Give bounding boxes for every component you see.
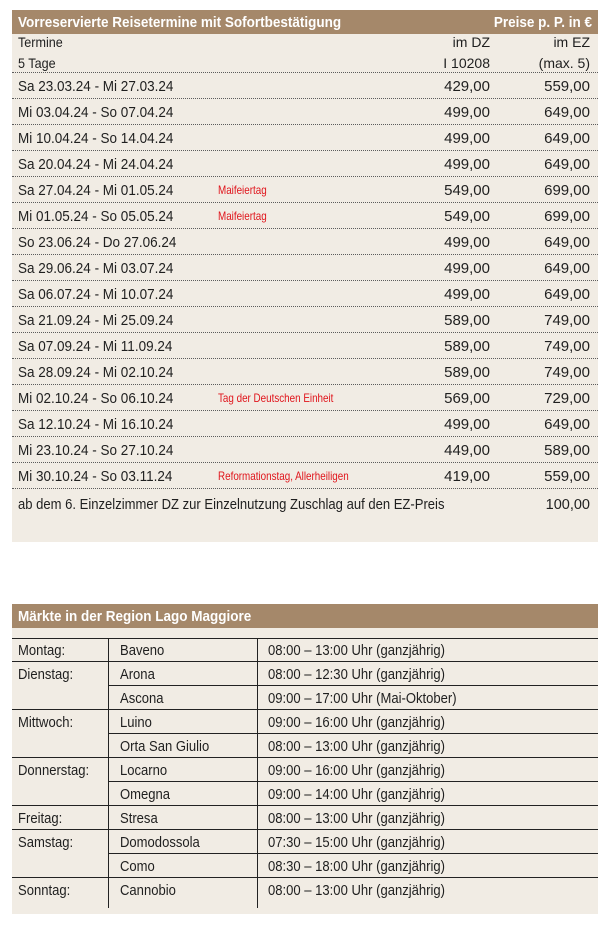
market-town: Como [120,859,155,875]
market-town: Luino [120,715,152,731]
row-price-ez: 649,00 [544,286,590,303]
row-price-dz: 499,00 [444,104,490,121]
price-row [12,229,598,255]
header-dz-code: I 10208 [443,55,490,71]
row-price-ez: 649,00 [544,234,590,251]
market-time: 08:00 – 13:00 Uhr (ganzjährig) [268,643,446,659]
market-time: 09:00 – 17:00 Uhr (Mai-Oktober) [268,691,457,707]
row-holiday-note: Tag der Deutschen Einheit [218,391,334,405]
markets-title-bar [12,604,598,628]
price-row [12,255,598,281]
market-time: 09:00 – 16:00 Uhr (ganzjährig) [268,715,446,731]
row-price-ez: 559,00 [544,78,590,95]
row-date: Mi 30.10.24 - So 03.11.24 [18,468,173,485]
row-price-ez: 649,00 [544,130,590,147]
row-price-ez: 729,00 [544,390,590,407]
market-day: Dienstag: [18,667,74,683]
row-date: Sa 29.06.24 - Mi 03.07.24 [18,260,174,277]
price-row [12,307,598,333]
price-footer [12,489,598,518]
price-row [12,73,598,99]
price-row [12,177,598,203]
footer-value: 100,00 [545,497,590,513]
market-row [12,710,598,734]
row-price-dz: 589,00 [444,364,490,381]
row-price-dz: 499,00 [444,286,490,303]
price-row [12,151,598,177]
price-row [12,437,598,463]
row-date: Mi 23.10.24 - So 27.10.24 [18,442,174,459]
price-row [12,99,598,125]
markets-divider-2 [257,638,258,908]
market-row [12,758,598,782]
market-town: Ascona [120,691,164,707]
row-price-dz: 569,00 [444,390,490,407]
row-price-dz: 499,00 [444,130,490,147]
row-price-ez: 749,00 [544,338,590,355]
row-price-ez: 649,00 [544,156,590,173]
row-price-ez: 699,00 [544,208,590,225]
market-row [12,878,598,902]
price-header-row-1 [12,34,598,51]
market-time: 09:00 – 14:00 Uhr (ganzjährig) [268,787,446,803]
price-row [12,203,598,229]
price-row [12,359,598,385]
market-day: Samstag: [18,835,74,851]
market-time: 08:30 – 18:00 Uhr (ganzjährig) [268,859,446,875]
market-town: Domodossola [120,835,200,851]
market-town: Cannobio [120,883,176,899]
row-date: Mi 01.05.24 - So 05.05.24 [18,208,174,225]
row-price-ez: 699,00 [544,182,590,199]
markets-divider-1 [108,638,109,908]
market-day: Montag: [18,643,66,659]
market-time: 08:00 – 12:30 Uhr (ganzjährig) [268,667,446,683]
price-note: Preise p. P. in € [493,13,592,31]
row-price-dz: 499,00 [444,416,490,433]
row-holiday-note: Maifeiertag [218,209,267,223]
header-ez-max: (max. 5) [538,55,590,71]
market-row [12,734,598,758]
markets-title: Märkte in der Region Lago Maggiore [18,607,252,625]
header-termine: Termine [18,34,63,50]
market-rows [12,638,598,902]
market-town: Omegna [120,787,171,803]
row-date: Sa 21.09.24 - Mi 25.09.24 [18,312,174,329]
market-day: Mittwoch: [18,715,74,731]
row-price-ez: 749,00 [544,364,590,381]
row-price-dz: 589,00 [444,312,490,329]
market-row [12,662,598,686]
price-row [12,385,598,411]
price-table-title: Vorreservierte Reisetermine mit Sofortbestätigung [18,13,342,31]
market-day: Freitag: [18,811,63,827]
row-price-dz: 499,00 [444,156,490,173]
row-date: Sa 07.09.24 - Mi 11.09.24 [18,338,173,355]
row-date: Sa 27.04.24 - Mi 01.05.24 [18,182,174,199]
market-row [12,830,598,854]
market-time: 08:00 – 13:00 Uhr (ganzjährig) [268,739,446,755]
market-town: Orta San Giulio [120,739,210,755]
row-date: Mi 03.04.24 - So 07.04.24 [18,104,174,121]
row-price-ez: 559,00 [544,468,590,485]
row-holiday-note: Reformationstag, Allerheiligen [218,469,349,483]
market-town: Locarno [120,763,168,779]
header-duration: 5 Tage [18,55,56,71]
market-row [12,782,598,806]
row-date: Sa 23.03.24 - Mi 27.03.24 [18,78,174,95]
market-town: Baveno [120,643,165,659]
row-price-dz: 429,00 [444,78,490,95]
row-price-dz: 499,00 [444,260,490,277]
row-price-dz: 589,00 [444,338,490,355]
row-price-dz: 549,00 [444,208,490,225]
row-price-ez: 749,00 [544,312,590,329]
row-price-ez: 649,00 [544,104,590,121]
markets-table [12,604,598,914]
market-day: Sonntag: [18,883,71,899]
row-price-dz: 449,00 [444,442,490,459]
row-price-dz: 549,00 [444,182,490,199]
row-date: Sa 20.04.24 - Mi 24.04.24 [18,156,174,173]
price-header-row-2 [12,51,598,73]
row-price-dz: 419,00 [444,468,490,485]
row-date: So 23.06.24 - Do 27.06.24 [18,234,177,251]
market-time: 08:00 – 13:00 Uhr (ganzjährig) [268,811,446,827]
row-price-ez: 649,00 [544,260,590,277]
header-dz: im DZ [452,34,490,50]
row-price-ez: 649,00 [544,416,590,433]
row-date: Mi 10.04.24 - So 14.04.24 [18,130,174,147]
market-row [12,638,598,662]
footer-text: ab dem 6. Einzelzimmer DZ zur Einzelnutzung Zuschlag auf den EZ-Preis [18,497,445,513]
market-time: 08:00 – 13:00 Uhr (ganzjährig) [268,883,446,899]
price-rows [12,73,598,489]
row-date: Sa 12.10.24 - Mi 16.10.24 [18,416,174,433]
header-ez: im EZ [553,34,590,50]
market-row [12,806,598,830]
row-date: Sa 06.07.24 - Mi 10.07.24 [18,286,174,303]
market-day: Donnerstag: [18,763,90,779]
row-date: Sa 28.09.24 - Mi 02.10.24 [18,364,174,381]
market-row [12,686,598,710]
market-town: Arona [120,667,155,683]
row-price-ez: 589,00 [544,442,590,459]
market-time: 07:30 – 15:00 Uhr (ganzjährig) [268,835,446,851]
market-town: Stresa [120,811,158,827]
row-date: Mi 02.10.24 - So 06.10.24 [18,390,174,407]
row-holiday-note: Maifeiertag [218,183,267,197]
price-row [12,463,598,489]
market-time: 09:00 – 16:00 Uhr (ganzjährig) [268,763,446,779]
price-row [12,411,598,437]
row-price-dz: 499,00 [444,234,490,251]
price-row [12,125,598,151]
price-table-title-bar [12,10,598,34]
price-row [12,333,598,359]
market-row [12,854,598,878]
price-table [12,10,598,542]
price-row [12,281,598,307]
